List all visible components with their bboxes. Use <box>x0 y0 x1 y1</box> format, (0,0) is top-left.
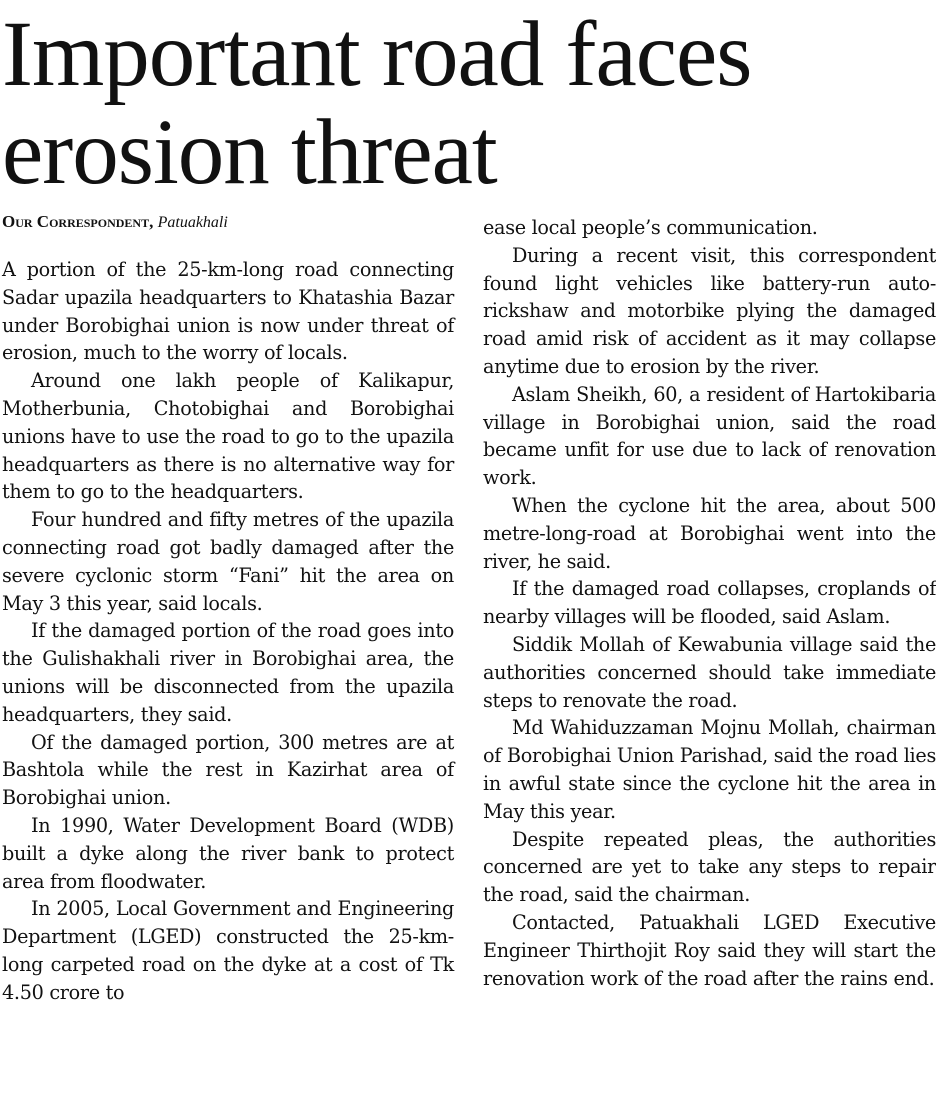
paragraph: Of the damaged portion, 300 metres are at Bashtola while the rest in Kazirhat area of Borobighai union. <box>2 730 454 810</box>
article-column-right <box>483 214 936 992</box>
byline-place: Patuakhali <box>157 214 228 231</box>
paragraph: If the damaged portion of the road goes into the Gulishakhali river in Borobighai area, the unions will be disconnected from the upazila headquarters, they said. <box>2 619 454 726</box>
paragraph: ease local people’s communication. <box>483 216 818 239</box>
article-headline: Important road faces erosion threat <box>2 3 752 204</box>
paragraph: A portion of the 25-km-long road connecting Sadar upazila headquarters to Khatashia Bazar under Borobighai union is now under threat of erosion, much to the worry of locals. <box>2 258 454 365</box>
paragraph: In 2005, Local Government and Engineering Department (LGED) constructed the 25-km-long carpeted road on the dyke at a cost of Tk 4.50 crore to <box>2 897 454 1004</box>
paragraph: Md Wahiduzzaman Mojnu Mollah, chairman of Borobighai Union Parishad, said the road lies in awful state since the cyclone hit the area in May this year. <box>483 716 936 823</box>
paragraph: Contacted, Patuakhali LGED Executive Engineer Thirthojit Roy said they will start the renovation work of the road after the rains end. <box>483 910 936 990</box>
paragraph: If the damaged road collapses, croplands of nearby villages will be flooded, said Aslam. <box>483 577 936 629</box>
paragraph: Siddik Mollah of Kewabunia village said the authorities concerned should take immediate steps to renovate the road. <box>483 632 936 712</box>
paragraph: During a recent visit, this correspondent found light vehicles like battery-run auto-rickshaw and motorbike plying the damaged road amid risk of accident as it may collapse anytime due to erosion by the river. <box>483 243 936 378</box>
byline-author: Our Correspondent, <box>2 212 154 231</box>
paragraph: In 1990, Water Development Board (WDB) built a dyke along the river bank to protect area from floodwater. <box>2 813 454 893</box>
paragraph: Despite repeated pleas, the authorities concerned are yet to take any steps to repair the road, said the chairman. <box>483 827 936 907</box>
paragraph: Four hundred and fifty metres of the upazila connecting road got badly damaged after the severe cyclonic storm “Fani” hit the area on May 3 this year, said locals. <box>2 508 454 615</box>
paragraph: Around one lakh people of Kalikapur, Motherbunia, Chotobighai and Borobighai unions have to use the road to go to the upazila headquarters as there is no alternative way for them to go to the headquarters. <box>2 369 454 504</box>
paragraph: When the cyclone hit the area, about 500 metre-long-road at Borobighai went into the river, he said. <box>483 493 936 573</box>
article-column-left <box>2 256 454 1007</box>
byline <box>2 211 462 234</box>
paragraph: Aslam Sheikh, 60, a resident of Hartokibaria village in Borobighai union, said the road became unfit for use due to lack of renovation work. <box>483 382 936 490</box>
